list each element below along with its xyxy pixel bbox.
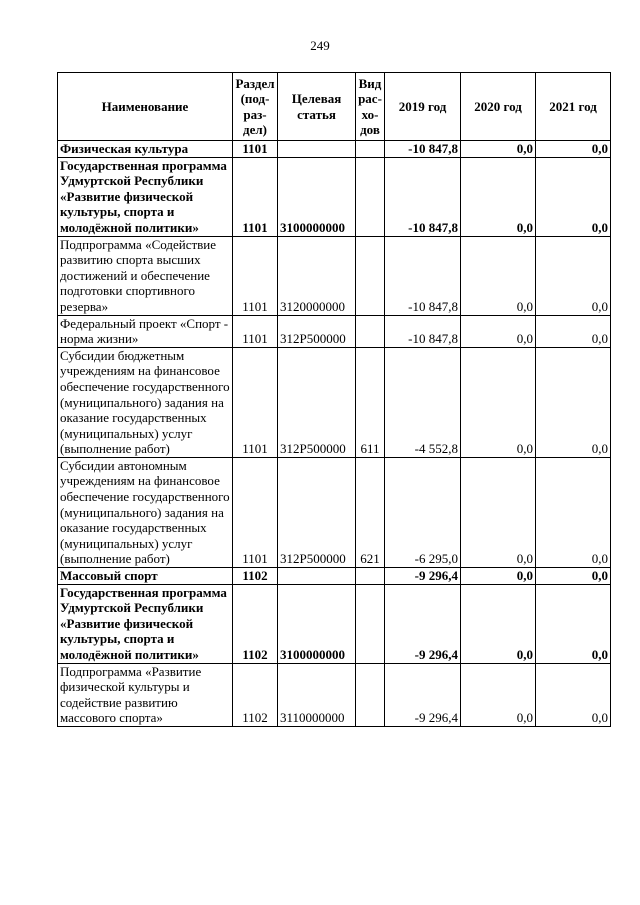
cell-article — [278, 568, 356, 585]
cell-section: 1101 — [233, 315, 278, 347]
cell-2021: 0,0 — [536, 663, 611, 726]
table-row — [58, 315, 611, 347]
header-2019: 2019 год — [385, 73, 461, 141]
table-row — [58, 457, 611, 567]
cell-name: Субсидии бюджетным учреждениям на финансовое обеспечение государственного (муниципального) задания на оказание государственных (муниципальных) услуг (выполнение работ) — [58, 347, 233, 457]
table-header-row — [58, 73, 611, 141]
page-number: 249 — [310, 38, 330, 53]
cell-2021: 0,0 — [536, 157, 611, 236]
header-2020: 2020 год — [461, 73, 536, 141]
cell-name: Массовый спорт — [58, 568, 233, 585]
cell-2021: 0,0 — [536, 236, 611, 315]
cell-2021: 0,0 — [536, 141, 611, 158]
cell-expense-type — [356, 663, 385, 726]
cell-name: Субсидии автономным учреждениям на финансовое обеспечение государственного (муниципального) задания на оказание государственных (муниципальных) услуг (выполнение работ) — [58, 457, 233, 567]
cell-section: 1101 — [233, 347, 278, 457]
table-row — [58, 236, 611, 315]
header-article: Целевая статья — [278, 73, 356, 141]
cell-2019: -10 847,8 — [385, 141, 461, 158]
cell-2019: -9 296,4 — [385, 663, 461, 726]
cell-2020: 0,0 — [461, 141, 536, 158]
cell-article: 312P500000 — [278, 347, 356, 457]
cell-name: Государственная программа Удмуртской Республики «Развитие физической культуры, спорта и молодёжной политики» — [58, 157, 233, 236]
cell-section: 1102 — [233, 568, 278, 585]
cell-2021: 0,0 — [536, 315, 611, 347]
table-row — [58, 347, 611, 457]
cell-2020: 0,0 — [461, 663, 536, 726]
cell-name: Государственная программа Удмуртской Республики «Развитие физической культуры, спорта и молодёжной политики» — [58, 584, 233, 663]
header-name: Наименование — [58, 73, 233, 141]
table-row — [58, 584, 611, 663]
cell-2020: 0,0 — [461, 457, 536, 567]
cell-section: 1102 — [233, 663, 278, 726]
cell-article: 3110000000 — [278, 663, 356, 726]
cell-article: 312P500000 — [278, 315, 356, 347]
cell-section: 1101 — [233, 157, 278, 236]
cell-expense-type — [356, 157, 385, 236]
header-2021: 2021 год — [536, 73, 611, 141]
header-section: Раздел (под-раз-дел) — [233, 73, 278, 141]
cell-expense-type: 611 — [356, 347, 385, 457]
cell-2020: 0,0 — [461, 568, 536, 585]
cell-name: Подпрограмма «Содействие развитию спорта высших достижений и обеспечение подготовки спортивного резерва» — [58, 236, 233, 315]
cell-2020: 0,0 — [461, 315, 536, 347]
cell-article: 3100000000 — [278, 584, 356, 663]
cell-name: Федеральный проект «Спорт - норма жизни» — [58, 315, 233, 347]
cell-2019: -10 847,8 — [385, 315, 461, 347]
cell-2019: -9 296,4 — [385, 568, 461, 585]
header-expense-type: Вид рас-хо-дов — [356, 73, 385, 141]
cell-2020: 0,0 — [461, 347, 536, 457]
cell-2020: 0,0 — [461, 584, 536, 663]
cell-section: 1102 — [233, 584, 278, 663]
cell-2020: 0,0 — [461, 157, 536, 236]
cell-expense-type — [356, 568, 385, 585]
cell-name: Физическая культура — [58, 141, 233, 158]
cell-article — [278, 141, 356, 158]
cell-2021: 0,0 — [536, 568, 611, 585]
cell-2019: -6 295,0 — [385, 457, 461, 567]
cell-2021: 0,0 — [536, 584, 611, 663]
cell-expense-type — [356, 315, 385, 347]
cell-article: 3120000000 — [278, 236, 356, 315]
cell-expense-type — [356, 584, 385, 663]
table-row — [58, 568, 611, 585]
table-row — [58, 157, 611, 236]
cell-2019: -10 847,8 — [385, 157, 461, 236]
table-row — [58, 663, 611, 726]
cell-name: Подпрограмма «Развитие физической культуры и содействие развитию массового спорта» — [58, 663, 233, 726]
cell-section: 1101 — [233, 236, 278, 315]
cell-expense-type: 621 — [356, 457, 385, 567]
cell-2019: -9 296,4 — [385, 584, 461, 663]
cell-section: 1101 — [233, 457, 278, 567]
cell-article: 3100000000 — [278, 157, 356, 236]
cell-2021: 0,0 — [536, 347, 611, 457]
cell-article: 312P500000 — [278, 457, 356, 567]
cell-2019: -10 847,8 — [385, 236, 461, 315]
cell-2021: 0,0 — [536, 457, 611, 567]
cell-expense-type — [356, 141, 385, 158]
cell-section: 1101 — [233, 141, 278, 158]
budget-table — [57, 72, 611, 727]
table-row — [58, 141, 611, 158]
cell-2019: -4 552,8 — [385, 347, 461, 457]
cell-2020: 0,0 — [461, 236, 536, 315]
cell-expense-type — [356, 236, 385, 315]
